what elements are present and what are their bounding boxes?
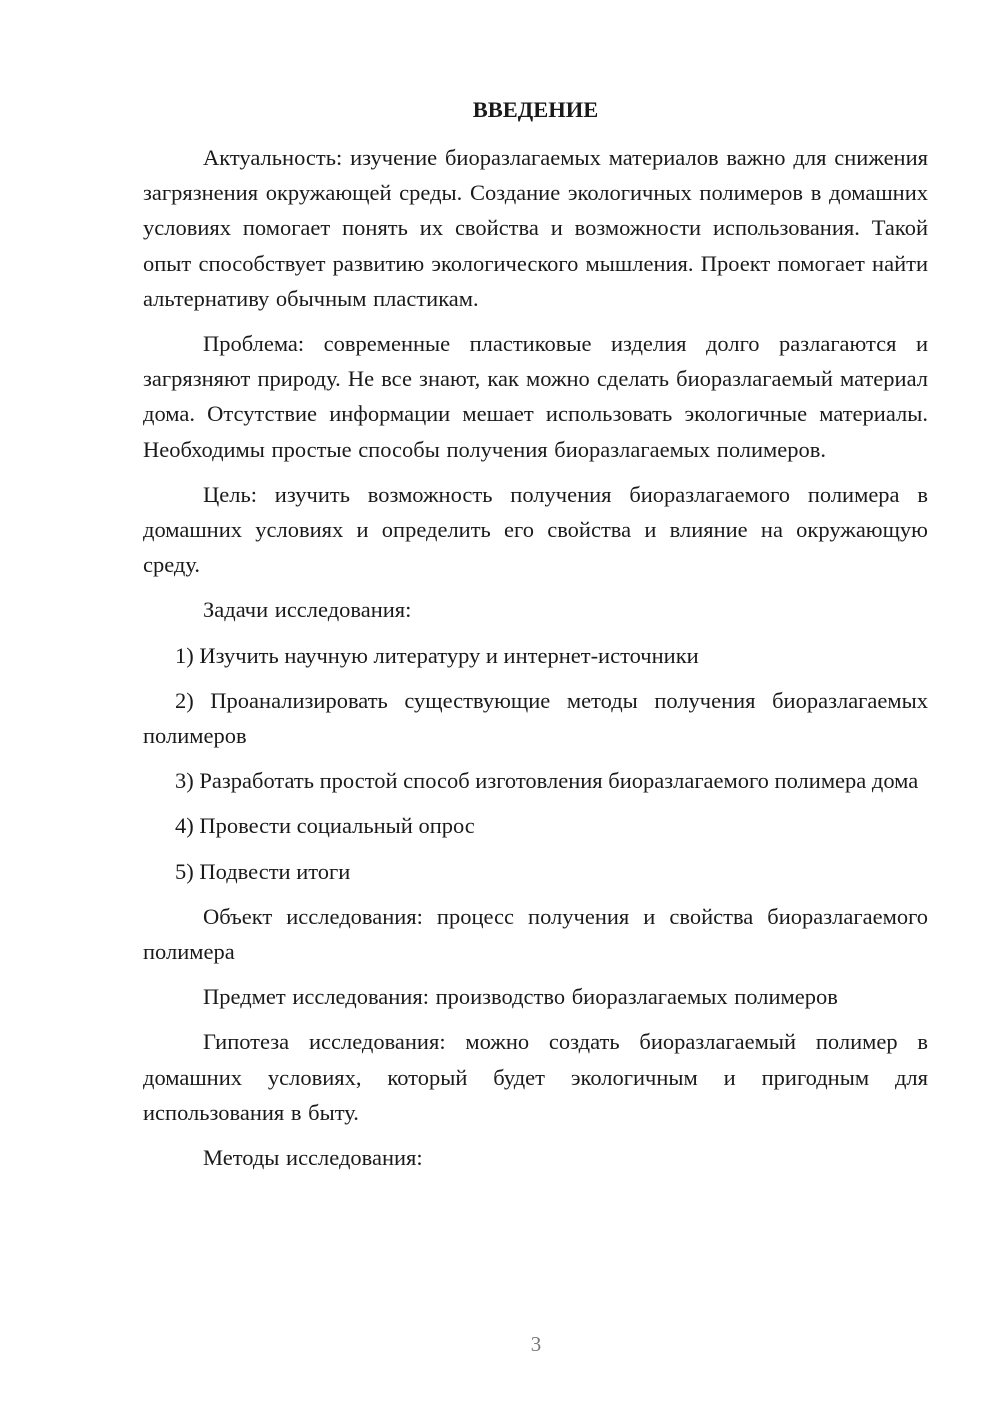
methods-heading: Методы исследования: xyxy=(203,1145,423,1171)
task-item: 5) Подвести итоги xyxy=(175,858,351,884)
relevance-paragraph: Актуальность: изучение биоразлагаемых материалов важно для снижения загрязнения окружающей среды. Создание экологичных полимеров в домашних условиях помогает понять их свойства и возможности использования. Такой опыт способствует развитию экологического мышления. Проект помогает найти альтернативу обычным пластикам. xyxy=(143,145,928,311)
section-title: ВВЕДЕНИЕ xyxy=(472,97,599,122)
task-item: 2) Проанализировать существующие методы получения биоразлагаемых полимеров xyxy=(143,687,928,749)
goal-paragraph: Цель: изучить возможность получения биоразлагаемого полимера в домашних условиях и определить его свойства и влияние на окружающую среду. xyxy=(143,481,928,578)
subject-paragraph: Предмет исследования: производство биоразлагаемых полимеров xyxy=(203,984,838,1010)
object-paragraph: Объект исследования: процесс получения и свойства биоразлагаемого полимера xyxy=(143,903,928,965)
document-page xyxy=(143,92,928,1185)
tasks-heading: Задачи исследования: xyxy=(203,597,412,623)
hypothesis-paragraph: Гипотеза исследования: можно создать биоразлагаемый полимер в домашних условиях, который будет экологичным и пригодным для использования в быту. xyxy=(143,1029,928,1125)
problem-paragraph: Проблема: современные пластиковые изделия долго разлагаются и загрязняют природу. Не все знают, как можно сделать биоразлагаемый материал дома. Отсутствие информации мешает использовать экологичные материалы. Необходимы простые способы получения биоразлагаемых полимеров. xyxy=(143,331,928,462)
task-item: 3) Разработать простой способ изготовления биоразлагаемого полимера дома xyxy=(175,768,919,794)
task-item: 4) Провести социальный опрос xyxy=(175,813,475,839)
task-item: 1) Изучить научную литературу и интернет-источники xyxy=(175,642,699,668)
page-number: 3 xyxy=(530,1332,542,1356)
